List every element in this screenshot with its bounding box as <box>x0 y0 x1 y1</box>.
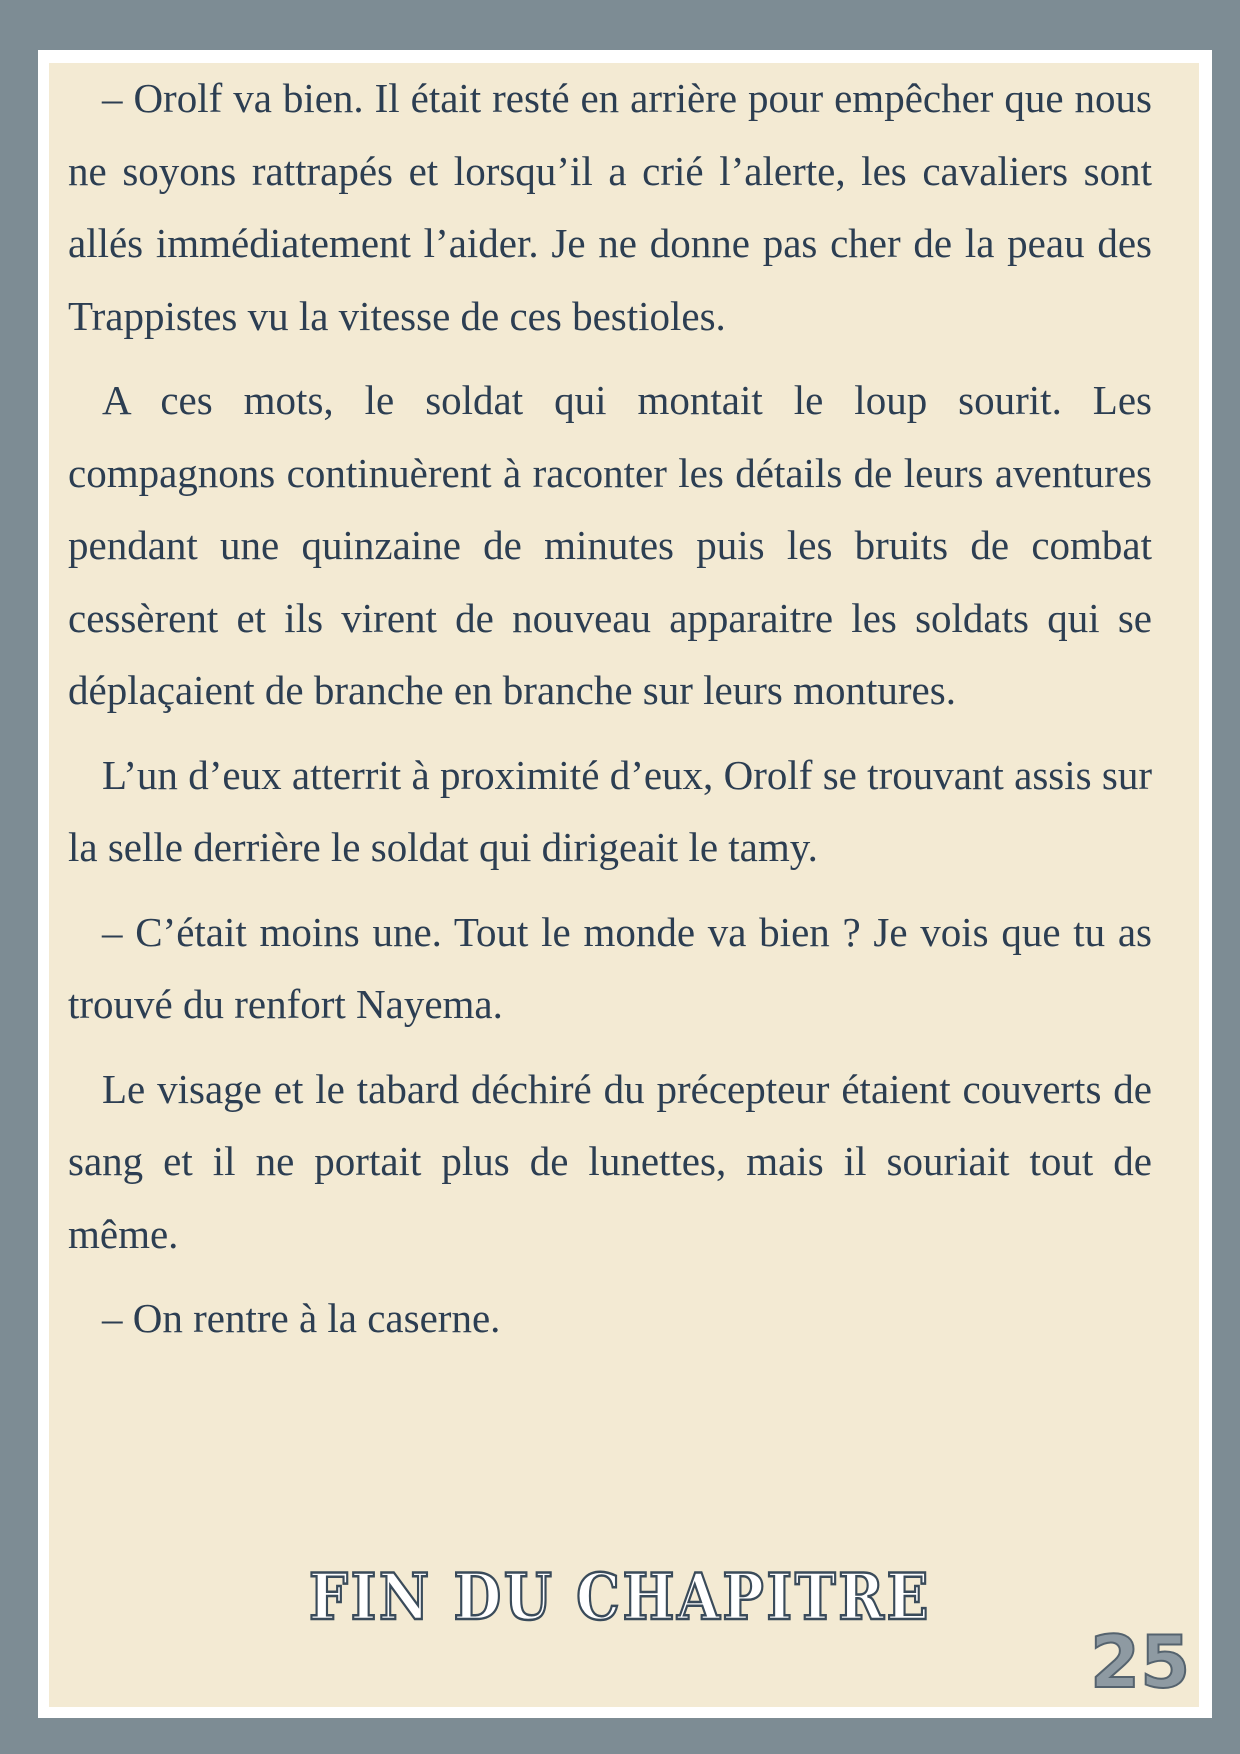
page-number: 25 <box>1090 1620 1191 1704</box>
paragraph: Le visage et le tabard déchiré du précepteur étaient couverts de sang et il ne portait plus de lunettes, mais il souriait tout de même. <box>68 1065 1152 1257</box>
chapter-end-title: FIN DU CHAPITRE <box>308 1560 932 1635</box>
body-text <box>68 62 1152 1367</box>
paragraph: A ces mots, le soldat qui montait le loup sourit. Les compagnons continuèrent à raconter les détails de leurs aventures pendant une quinzaine de minutes puis les bruits de combat cessèrent et ils virent de nouveau apparaitre les soldats qui se déplaçaient de branche en branche sur leurs montures. <box>68 377 1152 713</box>
paragraph: – On rentre à la caserne. <box>102 1295 501 1341</box>
paragraph: L’un d’eux atterrit à proximité d’eux, Orolf se trouvant assis sur la selle derrière le soldat qui dirigeait le tamy. <box>68 751 1152 870</box>
paragraph: – C’était moins une. Tout le monde va bien ? Je vois que tu as trouvé du renfort Nayema. <box>68 908 1152 1027</box>
paragraph: – Orolf va bien. Il était resté en arrière pour empêcher que nous ne soyons rattrapés et lorsqu’il a crié l’alerte, les cavaliers sont allés immédiatement l’aider. Je ne donne pas cher de la peau des Trappistes vu la vitesse de ces bestioles. <box>68 75 1152 339</box>
